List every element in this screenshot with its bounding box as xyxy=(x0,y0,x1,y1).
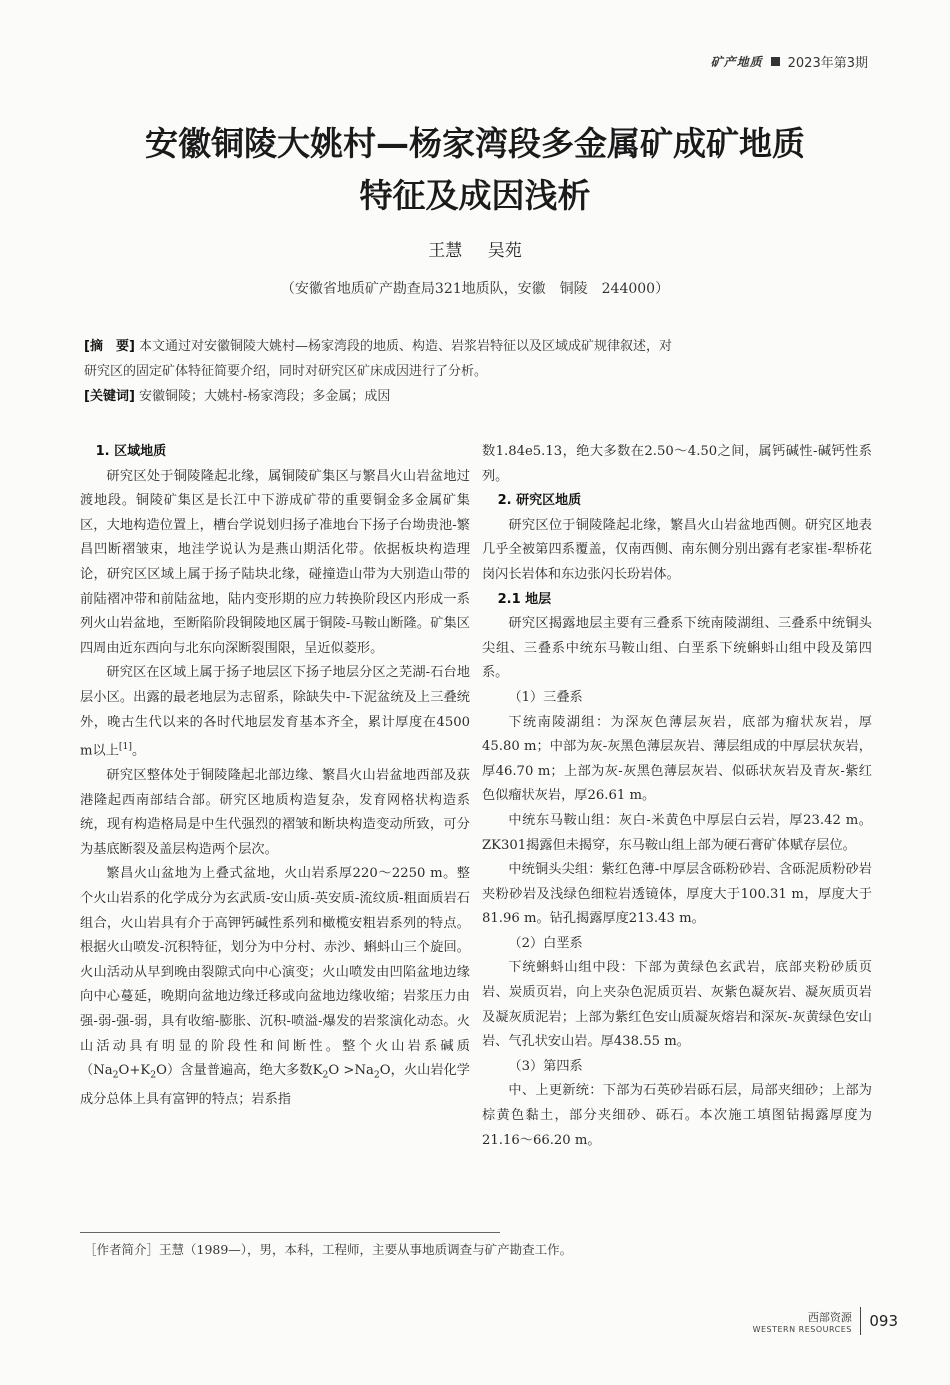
paragraph-text: O+K xyxy=(118,1063,151,1079)
abstract-line-1 xyxy=(84,334,864,359)
footnote-divider xyxy=(80,1232,500,1233)
section-heading-1: 1. 区域地质 xyxy=(95,444,167,459)
paragraph-text: O >Na xyxy=(328,1063,374,1079)
subsub-heading: （3）第四系 xyxy=(508,1058,583,1074)
issue-label: 2023年第3期 xyxy=(787,56,868,71)
title-line-2: 特征及成因浅析 xyxy=(359,176,591,215)
paragraph: 下统蝌蚪山组中段：下部为黄绿色玄武岩，底部夹粉砂质页岩、炭质页岩，向上夹杂色泥质页岩、灰紫色凝灰岩、凝灰质页岩及凝灰质泥岩；上部为紫红色安山质凝灰熔岩和深灰-灰黄绿色安山岩、气孔状安山岩。厚438.55 m。 xyxy=(482,960,872,1050)
subsection-heading: 2.1 地层 xyxy=(497,591,552,607)
paragraph: 研究区处于铜陵隆起北缘，属铜陵矿集区与繁昌火山岩盆地过渡地段。铜陵矿集区是长江中下游成矿带的重要铜金多金属矿集区，大地构造位置上，槽台学说划归扬子准地台下扬子台坳贵池-繁昌凹断褶皱束，地洼学说认为是燕山期活化带。依据板块构造理论，研究区区域上属于扬子陆块北缘，碰撞造山带为大别造山带的前陆褶冲带和前陆盆地，陆内变形期的应力转换阶段区内形成一系列火山岩盆地，至断陷阶段铜陵地区属于铜陵-马鞍山断隆。矿集区四周由近东西向与北东向深断裂围限，呈近似菱形。 xyxy=(80,468,470,656)
paragraph-text: 研究区在区域上属于扬子地层区下扬子地层分区之芜湖-石台地层小区。出露的最老地层为志留系，除缺失中-下泥盆统及上三叠统外，晚古生代以来的各时代地层发育基本齐全，累计厚度在4500 m以上 xyxy=(80,665,470,759)
brand-cn: 西部资源 xyxy=(807,1310,852,1324)
section-heading-2: 2. 研究区地质 xyxy=(497,493,582,509)
paragraph-text: 。 xyxy=(131,743,146,759)
journal-name: 矿产地质 xyxy=(710,55,763,69)
paragraph: 研究区整体处于铜陵隆起北部边缘、繁昌火山岩盆地西部及荻港隆起西南部结合部。研究区地质构造复杂，发育网格状构造系统，现有构造格局是中生代强烈的褶皱和断块构造变动所致，可分为基底断裂及盖层构造两个层次。 xyxy=(80,768,470,857)
paragraph: 中统铜头尖组：紫红色薄-中厚层含砾粉砂岩、含砾泥质粉砂岩夹粉砂岩及浅绿色细粒岩透镜体，厚度大于100.31 m，厚度大于81.96 m。钻孔揭露厚度213.43 m。 xyxy=(482,862,872,927)
keywords-line xyxy=(84,384,864,409)
subscript: 2 xyxy=(322,1069,329,1081)
abstract-block xyxy=(84,334,864,409)
citation-ref: [1] xyxy=(118,741,132,753)
paper-title xyxy=(40,118,910,222)
authors: 王慧 吴苑 xyxy=(428,241,522,261)
keywords-text: 安徽铜陵；大姚村-杨家湾段；多金属；成因 xyxy=(139,389,391,404)
paragraph: 中统东马鞍山组：灰白-米黄色中厚层白云岩，厚23.42 m。ZK301揭露但未揭穿，东马鞍山组上部为硬石膏矿体赋存层位。 xyxy=(482,812,872,853)
brand-en: WESTERN RESOURCES xyxy=(752,1324,852,1334)
paragraph-text: O）含量普遍高，绝大多数K xyxy=(156,1063,323,1079)
right-column xyxy=(482,440,872,1153)
paragraph-text: 繁昌火山盆地为上叠式盆地，火山岩系厚220～2250 m。整个火山岩系的化学成分为玄武质-安山质-英安质-流纹质-粗面质岩石组合，火山岩具有介于高钾钙碱性系列和橄榄安粗岩系列的特点。根据火山喷发-沉积特征，划分为中分村、赤沙、蝌蚪山三个旋回。火山活动从早到晚由裂隙式向中心演变；火山喷发由凹陷盆地边缘向中心蔓延，晚期向盆地边缘迁移或向盆地边缘收缩；岩浆压力由强-弱-强-弱，具有收缩-膨胀、沉积-喷溢-爆发的岩浆演化动态。火山活动具有明显的阶段性和间断性。整个火山岩系碱质（Na xyxy=(80,866,470,1079)
title-line-1: 安徽铜陵大姚村—杨家湾段多金属矿成矿地质 xyxy=(145,124,805,163)
keywords-label: [关键词] xyxy=(84,389,135,404)
footer-divider xyxy=(860,1307,862,1335)
square-bullet-icon xyxy=(771,57,780,66)
page-number: 093 xyxy=(869,1312,898,1330)
left-column xyxy=(80,440,470,1113)
author-footnote: ［作者简介］王慧（1989—），男，本科，工程师，主要从事地质调查与矿产勘查工作。 xyxy=(84,1242,573,1257)
abstract-text-2: 研究区的固定矿体特征简要介绍，同时对研究区矿床成因进行了分析。 xyxy=(84,364,488,379)
subscript: 2 xyxy=(373,1069,380,1081)
running-header xyxy=(711,52,868,71)
abstract-text-1: 本文通过对安徽铜陵大姚村—杨家湾段的地质、构造、岩浆岩特征以及区域成矿规律叙述，对 xyxy=(139,339,673,354)
subsub-heading: （1）三叠系 xyxy=(508,689,583,705)
paragraph: 中、上更新统：下部为石英砂岩砾石层，局部夹细砂；上部为棕黄色黏土，部分夹细砂、砾石。本次施工填图钻揭露厚度为21.16～66.20 m。 xyxy=(482,1083,872,1148)
journal-brand xyxy=(753,1309,852,1334)
paragraph: 研究区位于铜陵隆起北缘，繁昌火山岩盆地西侧。研究区地表几乎全被第四系覆盖，仅南西侧、南东侧分别出露有老家崔-犁桥花岗闪长岩体和东边张闪长玢岩体。 xyxy=(482,517,872,582)
page-footer xyxy=(753,1307,898,1335)
affiliation: （安徽省地质矿产勘查局321地质队，安徽 铜陵 244000） xyxy=(280,281,670,297)
paragraph xyxy=(80,862,470,1113)
paragraph-text: O，火山岩化学成分总体上具有富钾的特点；岩系指 xyxy=(80,1063,470,1108)
subscript: 2 xyxy=(150,1069,157,1081)
paragraph: 数1.84e5.13，绝大多数在2.50～4.50之间，属钙碱性-碱钙性系列。 xyxy=(482,444,872,484)
paragraph: 下统南陵湖组：为深灰色薄层灰岩，底部为瘤状灰岩，厚45.80 m；中部为灰-灰黑色薄层灰岩、薄层组成的中厚层状灰岩，厚46.70 m；上部为灰-灰黑色薄层灰岩、似砾状灰岩及青灰-紫红色似瘤状灰岩，厚26.61 m。 xyxy=(482,714,872,804)
abstract-line-2 xyxy=(84,359,864,384)
subscript: 2 xyxy=(112,1069,119,1081)
paragraph: 研究区揭露地层主要有三叠系下统南陵湖组、三叠系中统铜头尖组、三叠系中统东马鞍山组、白垩系下统蝌蚪山组中段及第四系。 xyxy=(482,616,872,681)
paragraph xyxy=(80,661,470,764)
abstract-label: [摘 要] xyxy=(84,339,135,354)
subsub-heading: （2）白垩系 xyxy=(508,935,583,951)
